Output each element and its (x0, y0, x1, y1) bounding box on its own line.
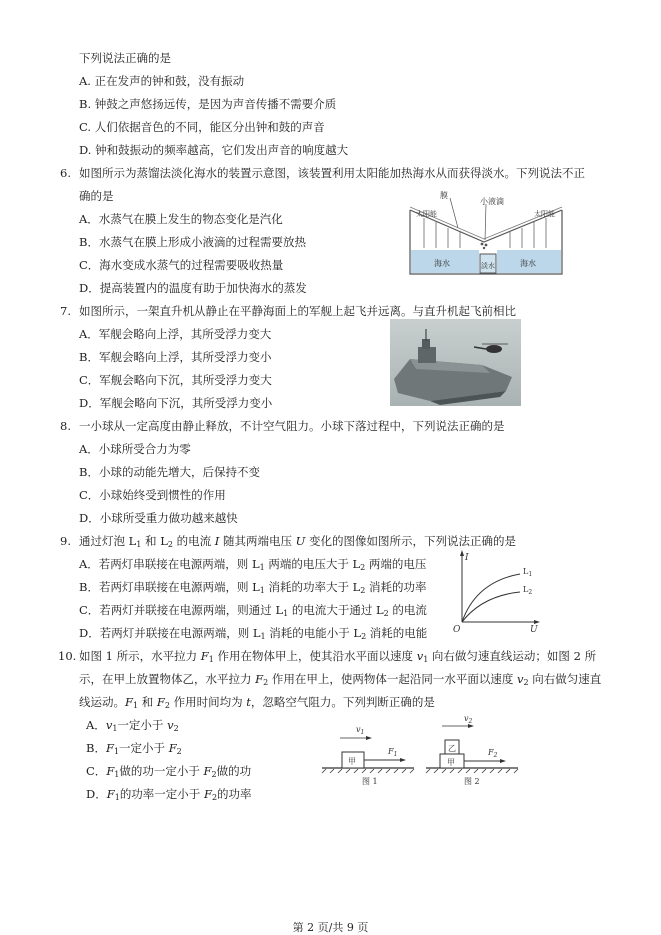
q9-option-b: B．若两灯串联接在电源两端，则 $L_1$ 消耗的功率大于 $L_2$ 消耗的功率 (79, 580, 427, 595)
f2-label: $F_2$ (488, 748, 498, 759)
q8-option-b: B．小球的动能先增大，后保持不变 (79, 465, 260, 479)
block-jia-1-label: 甲 (348, 757, 356, 766)
q7-option-d: D．军舰会略向下沉，其所受浮力变小 (79, 396, 273, 410)
q10-option-c: C．$F_1$做的功一定小于 $F_2$做的功 (86, 764, 252, 779)
q8-option-d: D．小球所受重力做功越来越快 (79, 511, 238, 525)
q6-option-b: B．水蒸气在膜上形成小液滴的过程需要放热 (79, 235, 306, 249)
q10-number: 10. (58, 649, 77, 663)
curve-l1-label: $L_1$ (523, 567, 533, 578)
q6-option-c: C．海水变成水蒸气的过程需要吸收热量 (79, 258, 284, 272)
block-jia-2-label: 甲 (447, 758, 455, 767)
droplets-label: 小液滴 (480, 197, 504, 206)
v1-arrow (366, 736, 372, 740)
q7-stem: 如图所示，一架直升机从静止在平静海面上的军舰上起飞并远离。与直升机起飞前相比 (79, 304, 516, 318)
warship-photo (390, 319, 521, 406)
q9-number: 9. (60, 534, 71, 548)
f1-label: $F_1$ (388, 747, 398, 758)
q9-option-c: C．若两灯并联接在电源两端，则通过 $L_1$ 的电流大于通过 $L_2$ 的电流 (79, 603, 427, 618)
q5-option-d: D. 钟和鼓振动的频率越高，它们发出声音的响度越大 (79, 143, 349, 157)
q10-option-d: D．$F_1$的功率一定小于 $F_2$的功率 (86, 787, 252, 802)
iu-graph (452, 548, 542, 632)
x-axis-label: U (530, 625, 538, 632)
freshwater-label: 淡水 (481, 262, 495, 270)
q6-option-a: A．水蒸气在膜上发生的物态变化是汽化 (79, 212, 283, 226)
figure-1-caption: 图 1 (362, 777, 378, 786)
q10-option-a: A．$v_1$一定小于 $v_2$ (86, 718, 179, 733)
q9-stem: 通过灯泡 $L_1$ 和 $L_2$ 的电流 I 随其两端电压 U 变化的图像如图所示，下列说法正确的是 (79, 534, 516, 549)
q10-stem-line2: 示，在甲上放置物体乙，水平拉力 $F_2$ 作用在甲上，使两物体一起沿同一水平面以速度 $v_2$ 向右做匀速直 (79, 672, 602, 687)
seawater-left-label: 海水 (434, 259, 450, 268)
curve-l2 (462, 592, 520, 622)
q9-option-a: A．若两灯串联接在电源两端，则 $L_1$ 两端的电压大于 $L_2$ 两端的电压 (79, 557, 427, 572)
q5-option-c: C. 人们依据音色的不同，能区分出钟和鼓的声音 (79, 120, 325, 134)
q10-stem-line1: 如图 1 所示，水平拉力 $F_1$ 作用在物体甲上，使其沿水平面以速度 $v_1$ 向右做匀速直线运动；如图 2 所 (79, 649, 597, 664)
seawater-right-label: 海水 (520, 259, 536, 268)
q5-option-b: B. 钟鼓之声悠扬远传，是因为声音传播不需要介质 (79, 97, 337, 111)
solar-left-label: 太阳能 (416, 210, 437, 218)
q7-option-a: A．军舰会略向上浮，其所受浮力变大 (79, 327, 272, 341)
q6-stem-line1: 如图所示为蒸馏法淡化海水的装置示意图，该装置利用太阳能加热海水从而获得淡水。下列说法不正 (79, 166, 585, 180)
membrane-label: 膜 (440, 191, 448, 200)
solar-right-label: 太阳能 (534, 210, 555, 218)
q9-option-d: D．若两灯并联接在电源两端，则 $L_1$ 消耗的电能小于 $L_2$ 消耗的电能 (79, 626, 428, 641)
curve-l1 (462, 574, 520, 622)
q10-stem-line3: 线运动。$F_1$ 和 $F_2$ 作用时间均为 t，忽略空气阻力。下列判断正确的是 (79, 695, 435, 710)
force-diagrams (318, 712, 523, 790)
q8-option-a: A．小球所受合力为零 (79, 442, 191, 456)
q5-option-a: A. 正在发声的钟和鼓，没有振动 (79, 74, 245, 88)
page-footer: 第 2 页/共 9 页 (292, 921, 369, 934)
v1-label: $v_1$ (356, 725, 365, 736)
v2-label: $v_2$ (464, 714, 473, 725)
y-axis-label: I (465, 553, 469, 563)
figure-1 (322, 725, 414, 786)
f1-arrow (400, 758, 406, 762)
block-yi-label: 乙 (448, 744, 456, 753)
q5-stem: 下列说法正确的是 (79, 51, 171, 65)
q7-option-c: C．军舰会略向下沉，其所受浮力变大 (79, 373, 272, 387)
figure-2-caption: 图 2 (464, 777, 480, 786)
distillation-diagram (402, 190, 572, 280)
q7-number: 7. (60, 304, 71, 318)
q7-option-b: B．军舰会略向上浮，其所受浮力变小 (79, 350, 272, 364)
f2-arrow (500, 759, 506, 763)
q6-stem-line2: 确的是 (79, 189, 114, 203)
q8-stem: 一小球从一定高度由静止释放，不计空气阻力。小球下落过程中，下列说法正确的是 (79, 419, 505, 433)
q6-number: 6. (60, 166, 71, 180)
q6-option-d: D．提高装置内的温度有助于加快海水的蒸发 (79, 281, 307, 295)
q8-option-c: C．小球始终受到惯性的作用 (79, 488, 226, 502)
origin-label: O (453, 625, 461, 632)
curve-l2-label: $L_2$ (523, 585, 533, 596)
figure-2 (426, 714, 518, 786)
q10-option-b: B．$F_1$一定小于 $F_2$ (86, 741, 182, 756)
q8-number: 8. (60, 419, 71, 433)
